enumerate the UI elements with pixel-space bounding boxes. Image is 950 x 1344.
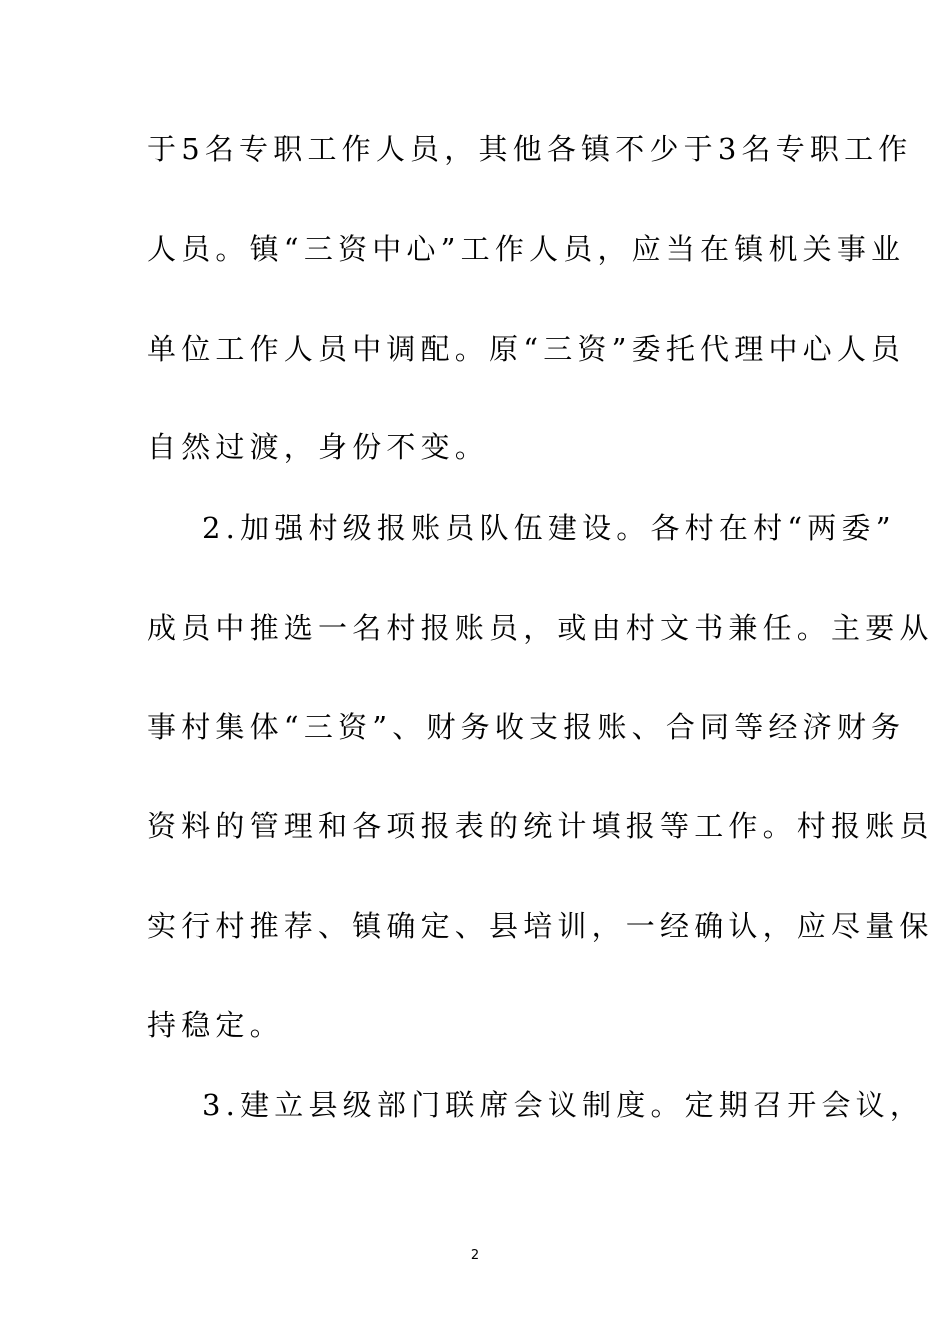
text-line-10: 持稳定。 (147, 1008, 284, 1042)
text-line-1: 于5名专职工作人员，其他各镇不少于3名专职工作 (147, 132, 913, 166)
paragraph-3-first-line: 3.建立县级部门联席会议制度。定期召开会议， (202, 1088, 925, 1122)
text-line-8: 资料的管理和各项报表的统计填报等工作。村报账员 (147, 809, 934, 843)
text-line-7: 事村集体“三资”、财务收支报账、合同等经济财务 (147, 710, 906, 744)
text-line-2: 人员。镇“三资中心”工作人员，应当在镇机关事业 (147, 232, 906, 266)
text-line-6: 成员中推选一名村报账员，或由村文书兼任。主要从 (147, 611, 934, 645)
text-line-9: 实行村推荐、镇确定、县培训，一经确认，应尽量保 (147, 909, 934, 943)
page-number: 2 (470, 1248, 480, 1263)
text-line-4: 自然过渡，身份不变。 (147, 430, 490, 464)
text-line-3: 单位工作人员中调配。原“三资”委托代理中心人员 (147, 332, 906, 366)
paragraph-2-first-line: 2.加强村级报账员队伍建设。各村在村“两委” (202, 511, 896, 545)
